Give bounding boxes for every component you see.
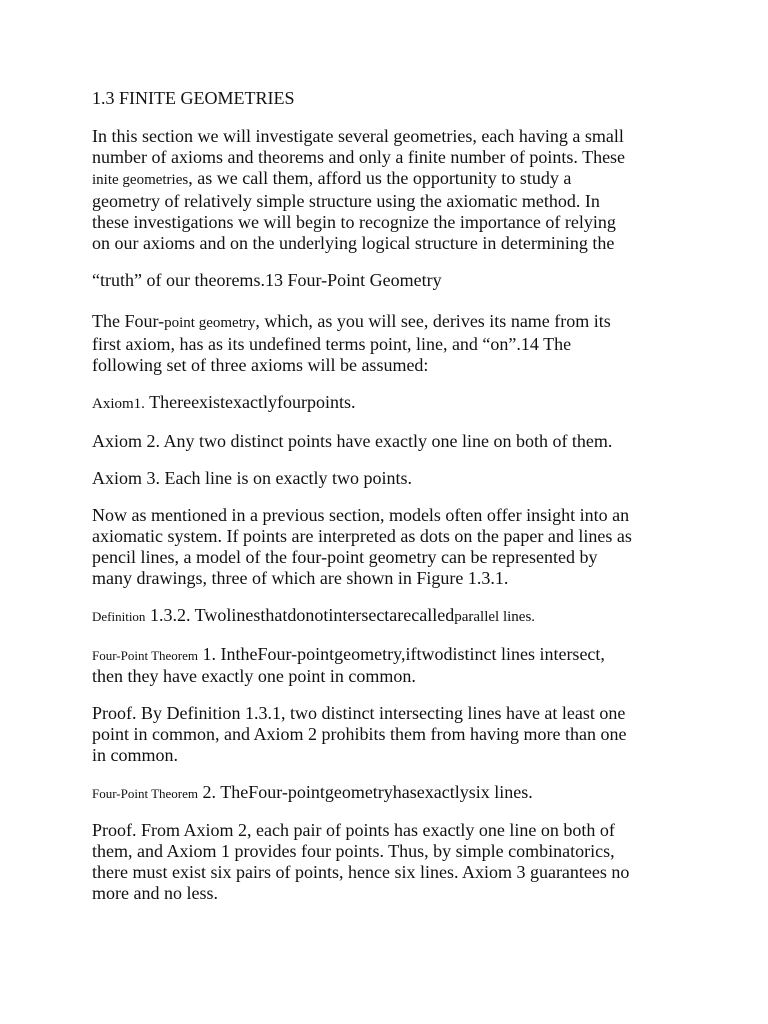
definition-tail: parallel lines. — [454, 609, 536, 625]
model-line-3: pencil lines, a model of the four-point geometry can be represented by — [92, 547, 598, 567]
proof-2-line-4: more and no less. — [92, 883, 218, 903]
axiom-2: Axiom 2. Any two distinct points have exactly one line on both of them. — [92, 431, 613, 451]
proof-1-line-3: in common. — [92, 745, 178, 765]
four-point-intro-line-1 — [92, 311, 692, 334]
intro-line-6: on our axioms and on the underlying logical structure in determining the — [92, 233, 615, 253]
section-title: 1.3 FINITE GEOMETRIES — [92, 88, 295, 108]
proof-2-line-1: Proof. From Axiom 2, each pair of points has exactly one line on both of — [92, 820, 615, 840]
definition-text: 1.3.2. Twolinesthatdonotintersectarecalled — [145, 605, 455, 625]
proof-2-line-3: there must exist six pairs of points, hence six lines. Axiom 3 guarantees no — [92, 862, 630, 882]
theorem-1-line-1 — [92, 644, 692, 666]
theorem-1-text: 1. IntheFour-pointgeometry,iftwodistinct lines intersect, — [198, 644, 605, 664]
four-point-intro-line-1-rest: , which, as you will see, derives its name from its — [255, 311, 611, 331]
finite-geometries-term: inite geometries — [92, 172, 189, 188]
intro-line-1: In this section we will investigate several geometries, each having a small — [92, 126, 624, 146]
proof-1-line-1: Proof. By Definition 1.3.1, two distinct intersecting lines have at least one — [92, 703, 626, 723]
axiom-3: Axiom 3. Each line is on exactly two points. — [92, 468, 412, 488]
axiom-1 — [92, 392, 692, 415]
proof-2-line-2: them, and Axiom 1 provides four points. Thus, by simple combinatorics, — [92, 841, 615, 861]
model-line-4: many drawings, three of which are shown in Figure 1.3.1. — [92, 568, 509, 588]
intro-line-4: geometry of relatively simple structure using the axiomatic method. In — [92, 191, 600, 211]
intro-line-3 — [92, 168, 692, 191]
theorem-2 — [92, 782, 692, 804]
theorem-2-label: Four-Point Theorem — [92, 786, 199, 801]
proof-1 — [92, 703, 692, 766]
axiom-1-label: Axiom1. — [92, 396, 145, 412]
document-page — [92, 86, 692, 920]
point-geometry-term: point geometry — [164, 315, 256, 331]
intro-line-5: these investigations we will begin to recognize the importance of relying — [92, 212, 616, 232]
intro-paragraph — [92, 126, 692, 254]
four-point-intro-paragraph — [92, 311, 692, 376]
theorem-2-text: 2. TheFour-pointgeometryhasexactlysix lines. — [198, 782, 533, 802]
intro-line-2: number of axioms and theorems and only a finite number of points. These — [92, 147, 626, 167]
axiom-1-text: Thereexistexactlyfourpoints. — [144, 392, 356, 412]
model-paragraph — [92, 505, 692, 589]
four-point-intro-line-2: first axiom, has as its undefined terms point, line, and “on”.14 The — [92, 334, 572, 354]
theorem-1-line-2: then they have exactly one point in common. — [92, 666, 416, 686]
proof-2 — [92, 820, 692, 904]
model-line-1: Now as mentioned in a previous section, models often offer insight into an — [92, 505, 630, 525]
four-point-intro-start: The Four- — [92, 311, 165, 331]
definition-label: Definition — [92, 609, 146, 624]
definition-1-3-2 — [92, 605, 692, 628]
truth-line: “truth” of our theorems.13 Four-Point Geometry — [92, 270, 442, 290]
intro-line-3-rest: , as we call them, afford us the opportunity to study a — [188, 168, 572, 188]
theorem-1-label: Four-Point Theorem — [92, 648, 199, 663]
model-line-2: axiomatic system. If points are interpreted as dots on the paper and lines as — [92, 526, 632, 546]
proof-1-line-2: point in common, and Axiom 2 prohibits them from having more than one — [92, 724, 627, 744]
theorem-1 — [92, 644, 692, 687]
four-point-intro-line-3: following set of three axioms will be assumed: — [92, 355, 429, 375]
